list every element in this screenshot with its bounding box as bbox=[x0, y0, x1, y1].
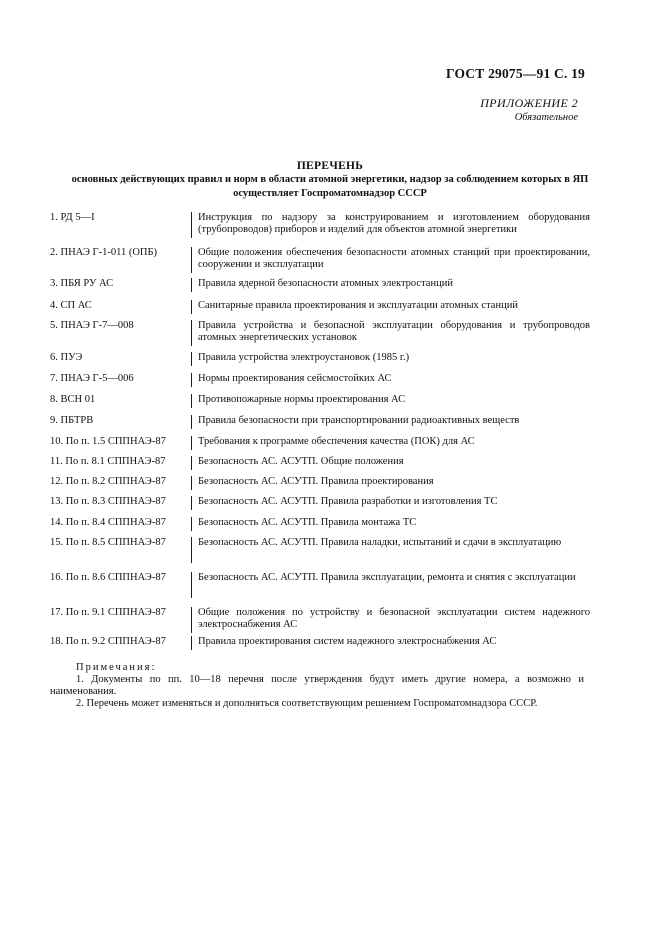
list-item-reference: 2. ПНАЭ Г-1-011 (ОПБ) bbox=[50, 247, 158, 258]
list-item-description: Правила устройства и безопасной эксплуатации оборудования и трубопроводов атомных энергетических установок bbox=[198, 320, 590, 343]
list-item-reference: 1. РД 5—I bbox=[50, 212, 95, 223]
list-item-reference: 5. ПНАЭ Г-7—008 bbox=[50, 320, 134, 331]
list-item bbox=[50, 517, 590, 529]
list-item-reference: 14. По п. 8.4 СППНАЭ-87 bbox=[50, 517, 166, 528]
list-item-description: Инструкция по надзору за конструированием и изготовлением оборудования (трубопроводов) приборов и изделий для объектов атомной энергетики bbox=[198, 212, 590, 235]
column-divider bbox=[191, 456, 192, 470]
list-item-reference: 12. По п. 8.2 СППНАЭ-87 bbox=[50, 476, 166, 487]
notes-heading: Примечания: bbox=[76, 662, 157, 673]
list-item bbox=[50, 607, 590, 631]
list-title: ПЕРЕЧЕНЬ bbox=[296, 160, 364, 172]
list-item-reference: 8. ВСН 01 bbox=[50, 394, 96, 405]
list-item-reference: 9. ПБТРВ bbox=[50, 415, 94, 426]
note-item: 1. Документы по пп. 10—18 перечня после утверждения будут иметь другие номера, а возможно и наименования. bbox=[50, 674, 584, 697]
column-divider bbox=[191, 607, 192, 633]
list-item-description: Требования к программе обеспечения качества (ПОК) для АС bbox=[198, 436, 475, 447]
list-item bbox=[50, 572, 590, 584]
list-item-reference: 13. По п. 8.3 СППНАЭ-87 bbox=[50, 496, 166, 507]
column-divider bbox=[191, 373, 192, 387]
column-divider bbox=[191, 517, 192, 531]
list-heading bbox=[40, 160, 620, 200]
appendix-status: Обязательное bbox=[514, 112, 578, 123]
column-divider bbox=[191, 300, 192, 314]
list-item-reference: 15. По п. 8.5 СППНАЭ-87 bbox=[50, 537, 166, 548]
list-item bbox=[50, 278, 590, 290]
list-subtitle-line-2: осуществляет Госпроматомнадзор СССР bbox=[233, 188, 427, 199]
list-item bbox=[50, 373, 590, 385]
list-item bbox=[50, 476, 590, 488]
list-item-description: Безопасность АС. АСУТП. Правила проектирования bbox=[198, 476, 434, 487]
list-item bbox=[50, 247, 590, 271]
list-item bbox=[50, 212, 590, 236]
column-divider bbox=[191, 352, 192, 366]
list-item-reference: 4. СП АС bbox=[50, 300, 92, 311]
column-divider bbox=[191, 537, 192, 563]
list-item-description: Нормы проектирования сейсмостойких АС bbox=[198, 373, 392, 384]
appendix-label bbox=[480, 96, 578, 123]
list-item-description: Правила безопасности при транспортировании радиоактивных веществ bbox=[198, 415, 520, 426]
list-item-description: Общие положения по устройству и безопасной эксплуатации систем надежного электроснабжения АС bbox=[198, 607, 590, 630]
list-item bbox=[50, 436, 590, 448]
list-item bbox=[50, 300, 590, 312]
list-item bbox=[50, 320, 590, 344]
list-item-description: Безопасность АС. АСУТП. Общие положения bbox=[198, 456, 404, 467]
list-item-reference: 18. По п. 9.2 СППНАЭ-87 bbox=[50, 636, 166, 647]
list-item-description: Противопожарные нормы проектирования АС bbox=[198, 394, 406, 405]
column-divider bbox=[191, 496, 192, 510]
list-item-description: Безопасность АС. АСУТП. Правила разработки и изготовления ТС bbox=[198, 496, 498, 507]
list-item-reference: 10. По п. 1.5 СППНАЭ-87 bbox=[50, 436, 166, 447]
list-item-description: Общие положения обеспечения безопасности атомных станций при проектировании, сооружении и эксплуатации bbox=[198, 247, 590, 270]
list-item-reference: 17. По п. 9.1 СППНАЭ-87 bbox=[50, 607, 166, 618]
column-divider bbox=[191, 636, 192, 650]
column-divider bbox=[191, 572, 192, 598]
column-divider bbox=[191, 320, 192, 346]
list-item-description: Правила устройства электроустановок (1985 г.) bbox=[198, 352, 410, 363]
column-divider bbox=[191, 436, 192, 450]
column-divider bbox=[191, 415, 192, 429]
column-divider bbox=[191, 476, 192, 490]
list-item bbox=[50, 496, 590, 508]
list-item bbox=[50, 456, 590, 468]
list-item bbox=[50, 352, 590, 364]
column-divider bbox=[191, 278, 192, 292]
note-item: 2. Перечень может изменяться и дополняться соответствующим решением Госпроматомнадзора СССР. bbox=[76, 698, 538, 709]
list-item-description: Санитарные правила проектирования и эксплуатации атомных станций bbox=[198, 300, 518, 311]
list-item-description: Безопасность АС. АСУТП. Правила монтажа ТС bbox=[198, 517, 417, 528]
list-item bbox=[50, 394, 590, 406]
list-item bbox=[50, 537, 590, 549]
list-item-reference: 16. По п. 8.6 СППНАЭ-87 bbox=[50, 572, 166, 583]
list-subtitle-line-1: основных действующих правил и норм в области атомной энергетики, надзор за соблюдением которых в ЯП bbox=[71, 174, 589, 185]
document-page-header: ГОСТ 29075—91 С. 19 bbox=[446, 66, 585, 81]
list-item-reference: 3. ПБЯ РУ АС bbox=[50, 278, 114, 289]
list-item-description: Безопасность АС. АСУТП. Правила наладки, испытаний и сдачи в эксплуатацию bbox=[198, 537, 562, 548]
list-item bbox=[50, 636, 590, 648]
column-divider bbox=[191, 212, 192, 238]
column-divider bbox=[191, 247, 192, 273]
list-item-description: Безопасность АС. АСУТП. Правила эксплуатации, ремонта и снятия с эксплуатации bbox=[198, 572, 576, 583]
column-divider bbox=[191, 394, 192, 408]
list-item-description: Правила ядерной безопасности атомных электростанций bbox=[198, 278, 453, 289]
list-item-reference: 6. ПУЭ bbox=[50, 352, 83, 363]
list-item-description: Правила проектирования систем надежного электроснабжения АС bbox=[198, 636, 497, 647]
appendix-title: ПРИЛОЖЕНИЕ 2 bbox=[480, 96, 578, 110]
list-item bbox=[50, 415, 590, 427]
list-item-reference: 7. ПНАЭ Г-5—006 bbox=[50, 373, 134, 384]
notes-section bbox=[50, 662, 584, 710]
list-item-reference: 11. По п. 8.1 СППНАЭ-87 bbox=[50, 456, 166, 467]
